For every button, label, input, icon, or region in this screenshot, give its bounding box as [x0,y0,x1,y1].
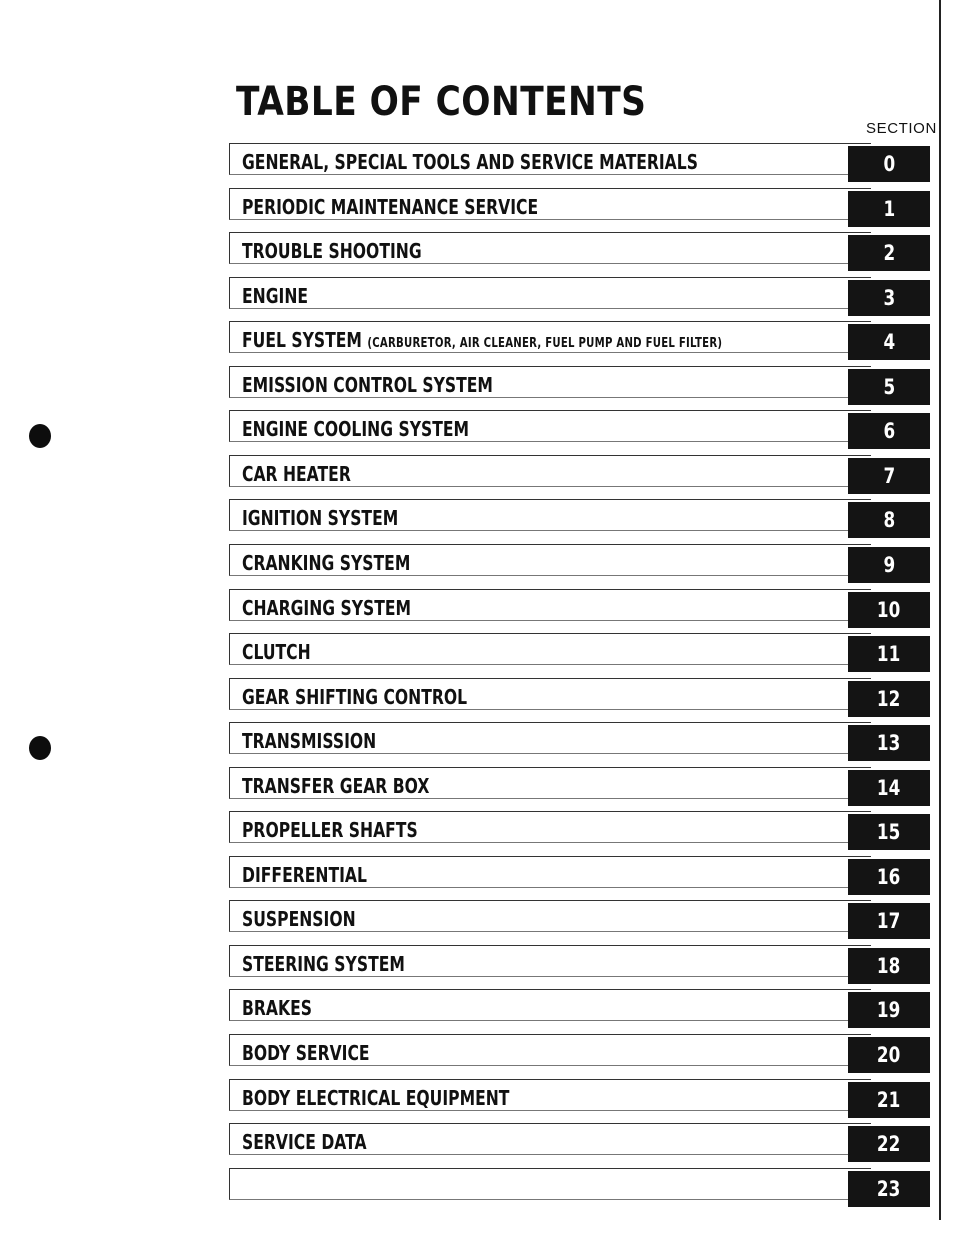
toc-entry[interactable] [229,856,930,892]
toc-entry-label [242,1043,370,1063]
toc-entry[interactable] [229,722,930,758]
toc-entry-label [242,820,418,840]
toc-entry-title: CAR HEATER [242,462,351,486]
toc-entry[interactable] [229,589,930,625]
section-tab[interactable] [848,547,930,583]
toc-entry-title: CHARGING SYSTEM [242,596,412,620]
toc-entry-frame [229,277,871,309]
toc-entry[interactable] [229,633,930,669]
toc-entry-label [242,508,398,528]
toc-entry-title: ENGINE [242,284,309,308]
toc-entry[interactable] [229,277,930,313]
section-tab[interactable] [848,146,930,182]
toc-entry-title: BODY SERVICE [242,1041,370,1065]
toc-entry-frame [229,544,871,576]
toc-entry-label [242,909,356,929]
section-number: 3 [883,286,895,310]
toc-entry-frame [229,722,871,754]
section-tab[interactable] [848,1082,930,1118]
section-tab[interactable] [848,992,930,1028]
section-tab[interactable] [848,369,930,405]
section-number: 11 [877,642,901,666]
toc-entry-frame [229,945,871,977]
section-tab[interactable] [848,458,930,494]
toc-entry-frame [229,188,871,220]
toc-entry-label [242,419,469,439]
section-number: 15 [877,820,901,844]
section-tab[interactable] [848,814,930,850]
toc-entry[interactable] [229,1079,930,1115]
toc-entry-label [242,776,429,796]
section-tab[interactable] [848,1171,930,1207]
toc-entry[interactable] [229,989,930,1025]
toc-entry[interactable] [229,366,930,402]
toc-entry-label [242,998,312,1018]
toc-entry-title: EMISSION CONTROL SYSTEM [242,373,493,397]
section-number: 16 [877,865,901,889]
toc-entry-subtitle: (CARBURETOR, AIR CLEANER, FUEL PUMP AND FUEL FILTER) [367,336,723,351]
toc-entry-frame [229,499,871,531]
toc-entry-label [242,865,367,885]
section-tab[interactable] [848,903,930,939]
section-number: 18 [877,954,901,978]
toc-entry-title: GEAR SHIFTING CONTROL [242,685,468,709]
section-number: 9 [883,553,895,577]
section-number: 1 [883,197,895,221]
section-tab[interactable] [848,859,930,895]
toc-entry-label [242,731,376,751]
section-number: 7 [883,464,895,488]
toc-entry[interactable] [229,232,930,268]
toc-entry-title: DIFFERENTIAL [242,863,367,887]
toc-entry-frame [229,589,871,621]
toc-entry-frame [229,1034,871,1066]
toc-entry-frame [229,989,871,1021]
toc-entry-label [242,598,411,618]
toc-entry-label [242,1088,509,1108]
section-tab[interactable] [848,413,930,449]
toc-entry-frame [229,1123,871,1155]
section-number: 21 [877,1088,901,1112]
toc-entry-title: TROUBLE SHOOTING [242,239,422,263]
toc-entry-title: SERVICE DATA [242,1130,367,1154]
toc-entry-label [242,553,410,573]
toc-entry-title: ENGINE COOLING SYSTEM [242,417,470,441]
section-tab[interactable] [848,770,930,806]
section-number: 8 [883,508,895,532]
section-number: 4 [883,330,895,354]
toc-entry-title: TRANSMISSION [242,729,377,753]
toc-entry[interactable] [229,455,930,491]
toc-entry-title: PERIODIC MAINTENANCE SERVICE [242,195,539,219]
toc-entry[interactable] [229,544,930,580]
toc-entry-label [242,1132,367,1152]
toc-entry[interactable] [229,143,930,179]
toc-entry-label [242,330,722,350]
toc-entry[interactable] [229,900,930,936]
toc-entry[interactable] [229,321,930,357]
toc-entry-label [242,954,405,974]
toc-entry-frame [229,1079,871,1111]
toc-entry-frame [229,366,871,398]
toc-entry-frame [229,143,871,175]
section-number: 0 [883,152,895,176]
toc-entry-label [242,241,422,261]
section-number: 22 [877,1132,901,1156]
section-tab[interactable] [848,636,930,672]
toc-entry[interactable] [229,1168,930,1204]
section-number: 2 [883,241,895,265]
toc-entry-title: CRANKING SYSTEM [242,551,411,575]
toc-entry-title: TRANSFER GEAR BOX [242,774,430,798]
section-tab[interactable] [848,191,930,227]
toc-entry-title: PROPELLER SHAFTS [242,818,418,842]
section-tab[interactable] [848,1126,930,1162]
toc-entry-label [242,152,698,172]
toc-entry-frame [229,1168,871,1200]
toc-entry-frame [229,321,871,353]
section-number: 13 [877,731,901,755]
toc-entry-title: BRAKES [242,996,312,1020]
section-tab[interactable] [848,1037,930,1073]
section-tab[interactable] [848,681,930,717]
section-number: 14 [877,776,901,800]
toc-entry-label [242,375,493,395]
toc-entry-frame [229,856,871,888]
toc-entry-title: SUSPENSION [242,907,356,931]
section-tab[interactable] [848,324,930,360]
toc-entry-frame [229,767,871,799]
section-number: 5 [883,375,895,399]
toc-entry-title: CLUTCH [242,640,311,664]
toc-entry-label [242,286,308,306]
toc-entry-label [242,464,351,484]
toc-entry-title: STEERING SYSTEM [242,952,405,976]
toc-entry-title: BODY ELECTRICAL EQUIPMENT [242,1086,510,1110]
toc-entry-label [242,687,467,707]
section-number: 12 [877,687,901,711]
section-tab[interactable] [848,502,930,538]
toc-entry[interactable] [229,410,930,446]
section-tab[interactable] [848,235,930,271]
toc-entry-frame [229,811,871,843]
toc-entry-title: GENERAL, SPECIAL TOOLS AND SERVICE MATERIALS [242,150,698,174]
section-number: 6 [883,419,895,443]
toc-entry[interactable] [229,188,930,224]
toc-entry-frame [229,900,871,932]
toc-entry-frame [229,410,871,442]
toc-entry-frame [229,455,871,487]
toc-entry-title: IGNITION SYSTEM [242,506,399,530]
toc-entry-title: FUEL SYSTEM [242,328,362,352]
section-tab[interactable] [848,280,930,316]
section-tab[interactable] [848,725,930,761]
toc-entry[interactable] [229,1123,930,1159]
toc-entry[interactable] [229,499,930,535]
toc-entry-frame [229,678,871,710]
toc-entry[interactable] [229,767,930,803]
section-number: 20 [877,1043,901,1067]
section-number: 19 [877,998,901,1022]
toc-entry[interactable] [229,945,930,981]
section-tab[interactable] [848,948,930,984]
section-number: 10 [877,598,901,622]
toc-entry-frame [229,633,871,665]
toc-entry-label [242,197,538,217]
page-title: TABLE OF CONTENTS [236,79,647,125]
toc-entry[interactable] [229,1034,930,1070]
section-column-header: SECTION [866,120,937,137]
section-tab[interactable] [848,592,930,628]
toc-entry-label [242,642,311,662]
toc-entry-frame [229,232,871,264]
toc-entry[interactable] [229,678,930,714]
toc-entry[interactable] [229,811,930,847]
section-number: 23 [877,1177,901,1201]
section-number: 17 [877,909,901,933]
